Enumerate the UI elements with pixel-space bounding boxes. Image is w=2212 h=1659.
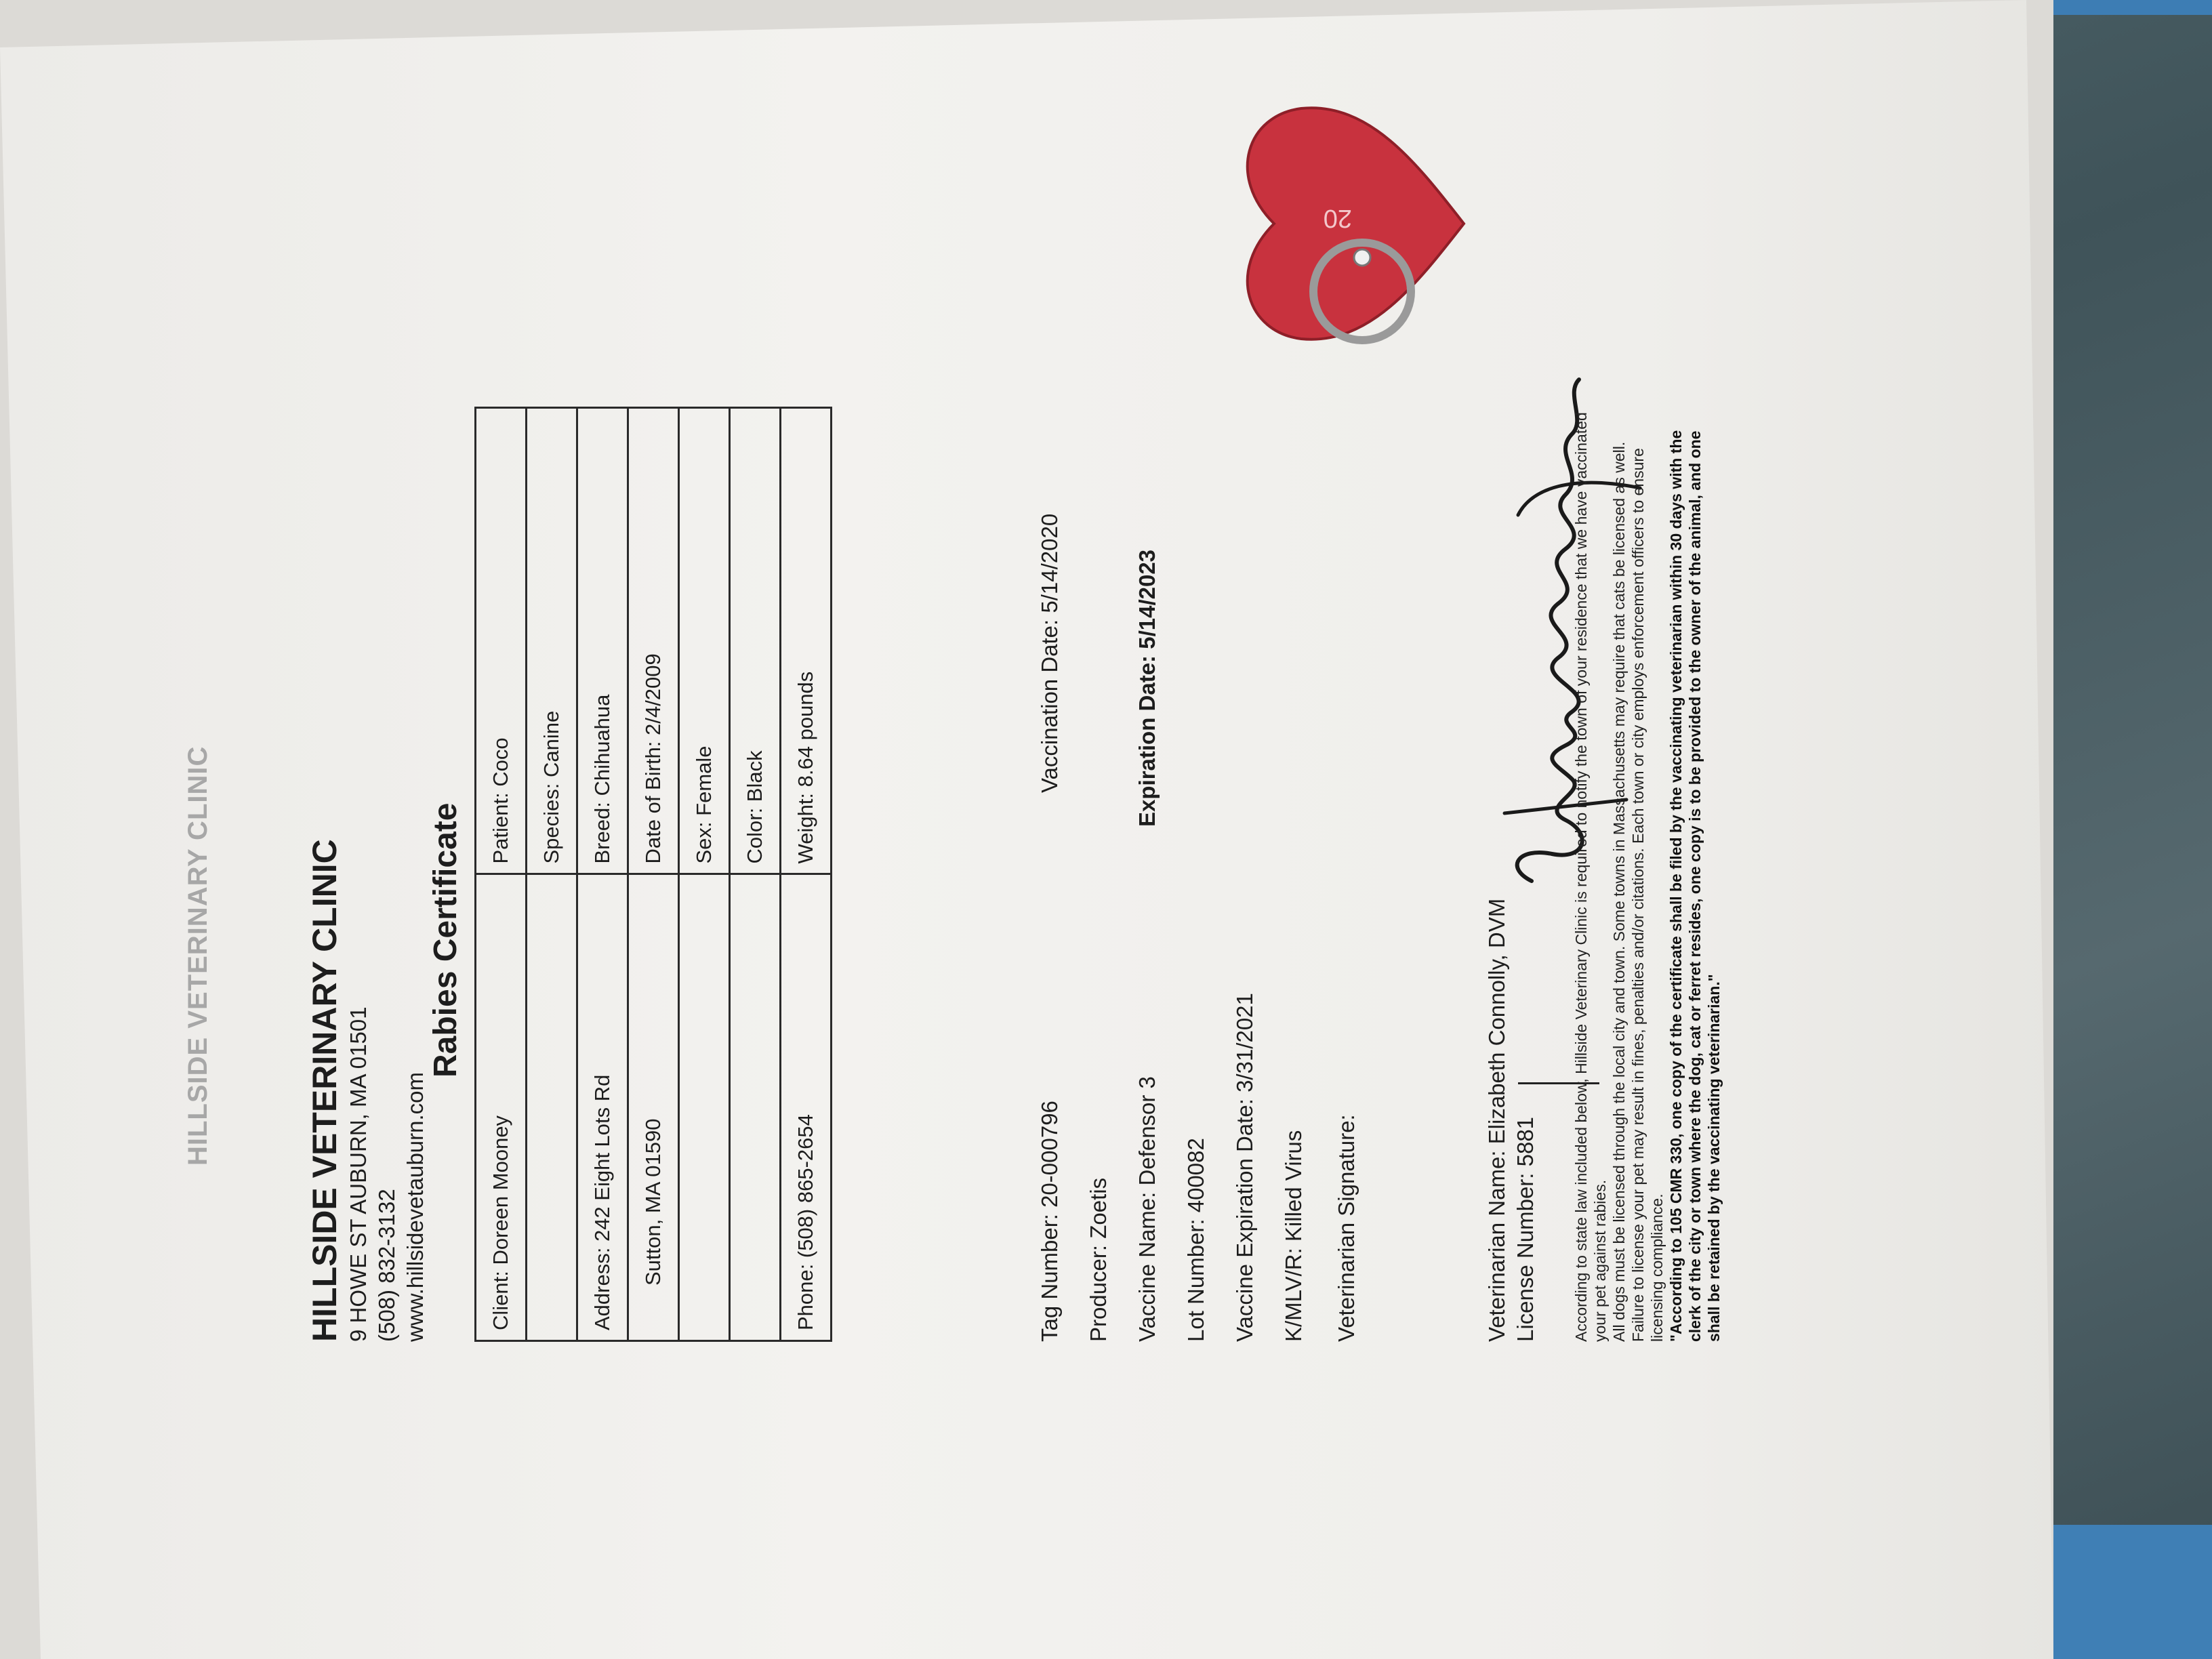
phone-cell: Phone: (508) 865-2654 — [781, 874, 832, 1341]
empty-cell — [679, 874, 730, 1341]
breed-cell: Breed: Chihuahua — [577, 408, 628, 875]
signature-label: Veterinarian Signature: — [1334, 1114, 1359, 1342]
table-row — [527, 408, 577, 1341]
clinic-website: www.hillsidevetauburn.com — [403, 1071, 428, 1342]
city-cell: Sutton, MA 01590 — [628, 874, 679, 1341]
clinic-watermark: HILLSIDE VETERINARY CLINIC — [183, 745, 213, 1166]
fine-print-bold-line: shall be retained by the vaccinating veterinarian." — [1705, 974, 1723, 1342]
expiration-date: Expiration Date: 5/14/2023 — [1134, 549, 1160, 827]
clinic-address: 9 HOWE ST AUBURN, MA 01501 — [346, 1006, 371, 1342]
license-number: License Number: 5881 — [1513, 1116, 1538, 1342]
lot-number: Lot Number: 400082 — [1183, 1138, 1208, 1342]
vaccination-date: Vaccination Date: 5/14/2020 — [1037, 513, 1062, 793]
patient-info-table — [474, 407, 832, 1342]
tag-hole — [1354, 249, 1370, 266]
table-row — [679, 408, 730, 1341]
sex-cell: Sex: Female — [679, 408, 730, 875]
table-row — [476, 408, 527, 1341]
dob-cell: Date of Birth: 2/4/2009 — [628, 408, 679, 875]
producer: Producer: Zoetis — [1086, 1177, 1111, 1342]
fine-print-bold-line: clerk of the city or town where the dog, cat or ferret resides, one copy is to be provided to the owner of the animal, and one — [1686, 430, 1704, 1342]
tag-number: Tag Number: 20-000796 — [1037, 1101, 1062, 1342]
empty-cell — [527, 874, 577, 1341]
rabies-tag — [1193, 81, 1484, 366]
clinic-phone: (508) 832-3132 — [374, 1189, 399, 1342]
certificate-title: Rabies Certificate — [428, 802, 464, 1078]
rabies-certificate-document — [183, 0, 1979, 1477]
fine-print-line: All dogs must be licensed through the local city and town. Some towns in Massachusetts may require that cats be licensed as well. — [1610, 441, 1628, 1342]
empty-cell — [730, 874, 781, 1341]
fine-print-line: your pet against rabies. — [1591, 1179, 1609, 1342]
fine-print-bold-line: "According to 105 CMR 330, one copy of the certificate shall be filed by the vaccinating veterinarian within 30 days with the — [1667, 430, 1685, 1342]
patient-cell: Patient: Coco — [476, 408, 527, 875]
veterinarian-name: Veterinarian Name: Elizabeth Connolly, DVM — [1484, 898, 1509, 1342]
table-row — [730, 408, 781, 1341]
weight-cell: Weight: 8.64 pounds — [781, 408, 832, 875]
fine-print-line: licensing compliance. — [1648, 1193, 1666, 1342]
color-cell: Color: Black — [730, 408, 781, 875]
tag-year: 20 — [1323, 204, 1352, 232]
fine-print-line: According to state law included below, Hillside Veterinary Clinic is required to notify the town of your residence that we have vaccinated — [1572, 412, 1590, 1342]
client-cell: Client: Doreen Mooney — [476, 874, 527, 1341]
kmlv-type: K/MLV/R: Killed Virus — [1281, 1130, 1306, 1342]
table-row — [577, 408, 628, 1341]
fine-print-line: Failure to license your pet may result in fines, penalties and/or citations. Each town or city employs enforcement officers to ensure — [1629, 448, 1647, 1342]
clinic-name: HILLSIDE VETERINARY CLINIC — [306, 839, 344, 1342]
species-cell: Species: Canine — [527, 408, 577, 875]
vaccine-expiration-date: Vaccine Expiration Date: 3/31/2021 — [1232, 993, 1257, 1342]
table-row — [781, 408, 832, 1341]
vaccine-name: Vaccine Name: Defensor 3 — [1134, 1076, 1160, 1342]
address-cell: Address: 242 Eight Lots Rd — [577, 874, 628, 1341]
table-row — [628, 408, 679, 1341]
heart-tag-shape — [1248, 108, 1464, 340]
